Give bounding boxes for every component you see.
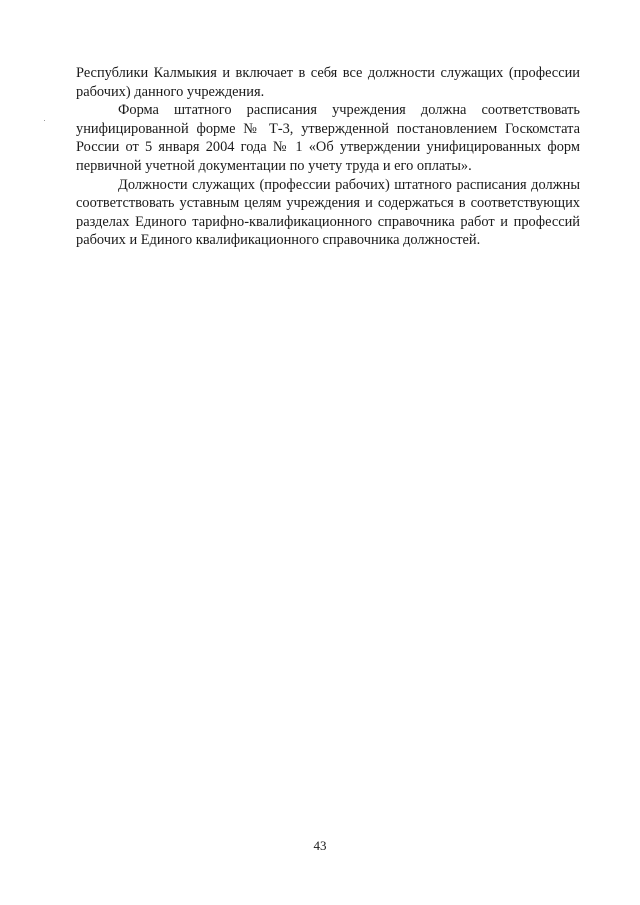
body-text (76, 64, 580, 250)
margin-mark (44, 120, 45, 121)
paragraph-positions: Должности служащих (профессии рабочих) штатного расписания должны соответствовать уставным целям учреждения и содержаться в соответствующих разделах Единого тарифно-квалификационного справочника работ и профессий рабочих и Единого квалификационного справочника должностей. (76, 176, 580, 249)
page-number: 43 (313, 838, 327, 853)
paragraph-staffing-form: Форма штатного расписания учреждения должна соответствовать унифицированной форме № Т-3, утвержденной постановлением Госкомстата России от 5 января 2004 года № 1 «Об утверждении унифицированных форм первичной учетной документации по учету труда и его оплаты». (76, 102, 580, 174)
paragraph-continuation: Республики Калмыкия и включает в себя все должности служащих (профессии рабочих) данного учреждения. (76, 65, 580, 100)
